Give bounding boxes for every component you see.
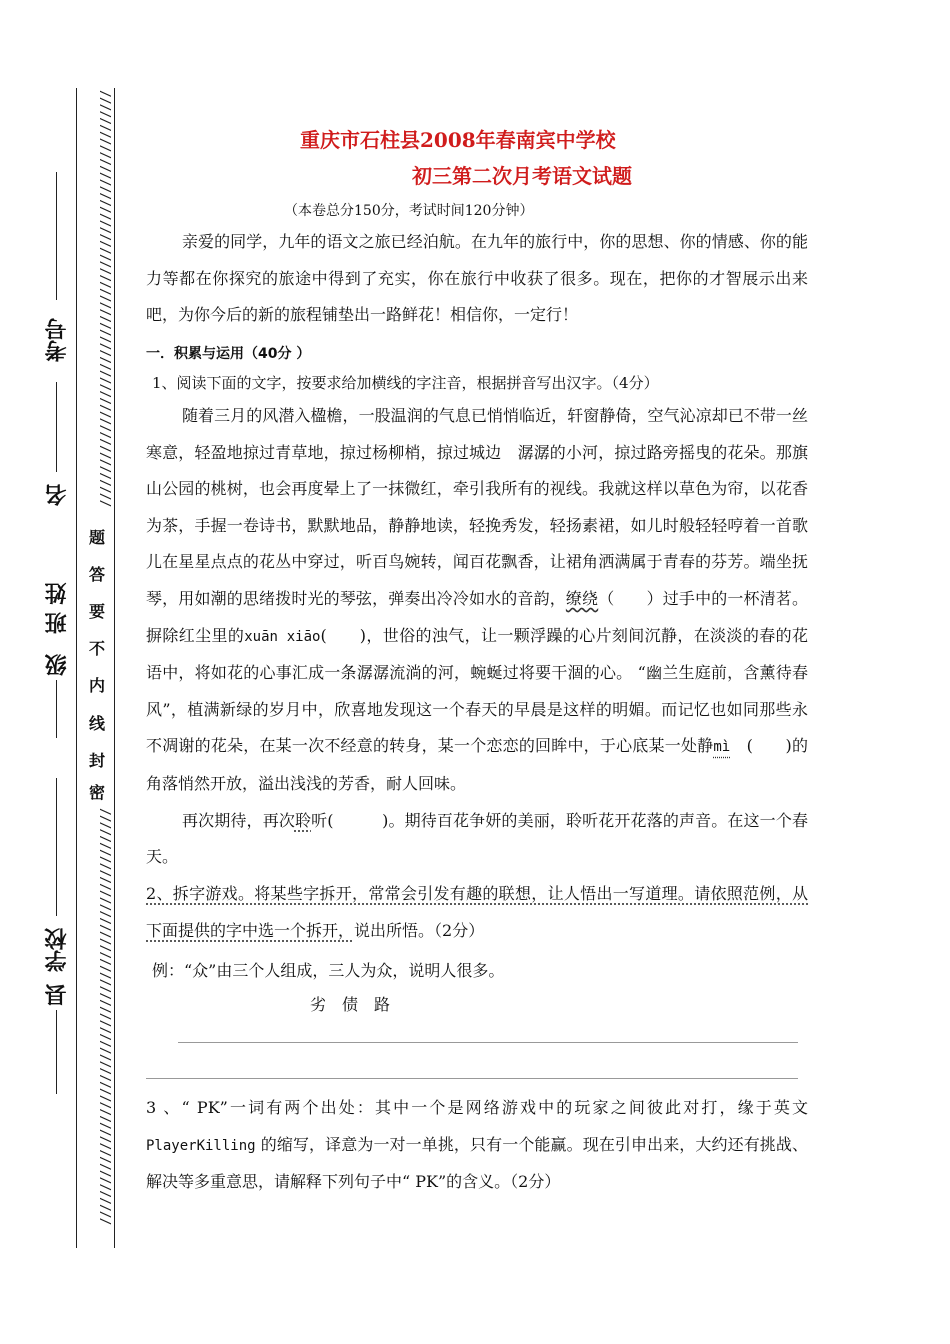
q2-prompt [146, 876, 808, 949]
q2-answer-line-1[interactable] [178, 1042, 798, 1043]
q1-passage [146, 398, 808, 876]
q2-answer-line-2[interactable] [146, 1078, 798, 1079]
seal-slash-bottom: ///////////////////////////////////////////////////////////// [97, 808, 112, 1225]
seal-char-feng: 封 [88, 751, 105, 770]
exam-no-label: 考号 [45, 318, 70, 362]
q1-word-ling: 聆 [294, 810, 312, 830]
intro-paragraph: 亲爱的同学，九年的语文之旅已经泊航。在九年的旅行中，你的思想、你的情感、你的能力等都在你探究的旅途中得到了充实，你在旅行中收获了很多。现在，把你的才智展示出来吧，为你今后的新的旅程铺垫出一路鲜花！相信你，一定行！ [146, 232, 808, 325]
seal-char-xian: 线 [88, 714, 105, 733]
q2-prompt-dotted: 2、拆字游戏。将某些字拆开，常常会引发有趣的联想，让人悟出一写道理。请依照范例，从下面提供的字中选一个拆开， [146, 884, 808, 940]
name-line[interactable] [56, 382, 57, 472]
school-line[interactable] [56, 778, 57, 916]
q2-prompt-rest: 说出所悟。（2分） [354, 920, 485, 940]
q3-text-a: 3 、“ PK”一词有两个出处：其中一个是网络游戏中的玩家之间彼此对打，缘于英文 [146, 1098, 808, 1117]
q1-text-e: 再次期待，再次 [182, 810, 295, 830]
q1-text-b[interactable]: （ ）过手中的一杯清茗。摒除红尘里的 [146, 588, 808, 645]
section1-heading: 一．积累与运用（40分 ） [146, 346, 311, 362]
q1-pinyin-xuanxiao: xuān xiāo [244, 628, 321, 645]
q3-prompt [146, 1090, 808, 1201]
school-label: 学校 [45, 928, 70, 972]
exam-note: （本卷总分150分，考试时间120分钟） [284, 203, 534, 219]
q1-word-liaorao: 缭绕 [565, 588, 599, 608]
margin-outer-rule [76, 88, 77, 1248]
class-label: 班 姓 [45, 582, 70, 634]
county-line[interactable] [56, 1010, 57, 1094]
q1-text-f[interactable]: 听( )。期待百花争妍的美丽，聆听花开花落的声音。在这一个春天。 [146, 810, 808, 867]
q1-text-c[interactable]: ( )，世俗的浊气，让一颗浮躁的心片刻间沉静，在淡淡的春的花语中，将如花的心事汇成一条潺潺流淌的河，蜿蜒过将要干涸的心。 “幽兰生庭前，含薰待春风”，植满新绿的岁月中，欣喜地发现这一个春天的早晨是这样的明媚。而记忆也如同那些永不凋谢的花朵，在某一次不经意的转身，某一个恋恋的回眸中，于心底某一处静 [146, 625, 808, 756]
grade-line[interactable] [56, 680, 57, 738]
seal-char-ti: 题 [88, 528, 105, 547]
exam-no-line[interactable] [56, 172, 57, 300]
q2-options: 劣 债 路 [310, 995, 391, 1014]
county-label: 县 [45, 984, 70, 1006]
q1-text-a: 随着三月的风潜入楹檐，一股温润的气息已悄悄临近，轩窗静倚，空气沁凉却已不带一丝寒意，轻盈地掠过青草地，掠过杨柳梢，掠过城边 潺潺的小河，掠过路旁摇曳的花朵。那旗山公园的桃树，也会再度晕上了一抹微红，牵引我所有的视线。我就这样以草色为帘，以花香为茶，手握一卷诗书，默默地品，静静地读，轻挽秀发，轻扬素裙，如儿时般轻轻哼着一首歌儿在星星点点的花丛中穿过，听百鸟婉转，闻百花飘香，让裙角洒满属于青春的芬芳。端坐抚琴，用如潮的思绪拨时光的琴弦，弹奏出冷冷如水的音韵， [146, 406, 808, 608]
q3-term: PlayerKilling [146, 1137, 256, 1154]
q1-paragraph-2 [146, 803, 808, 876]
q1-paragraph-1 [146, 398, 808, 803]
seal-char-da: 答 [88, 565, 105, 584]
seal-char-yao: 要 [88, 602, 105, 621]
seal-char-nei: 内 [88, 676, 105, 695]
q1-text-d[interactable]: ( )的角落悄然开放，溢出浅浅的芳香，耐人回味。 [146, 736, 808, 793]
exam-title-line1: 重庆市石柱县2008年春南宾中学校 [300, 128, 616, 152]
name-label: 名 [45, 484, 70, 506]
grade-label: 级 [45, 654, 70, 676]
q2-example: 例：“众”由三个人组成，三人为众，说明人很多。 [152, 961, 505, 980]
seal-char-mi: 密 [88, 783, 105, 802]
q1-prompt: 1、阅读下面的文字，按要求给加横线的字注音，根据拼音写出汉字。（4分） [152, 374, 659, 392]
q3-text-b: 的缩写，译意为一对一单挑，只有一个能赢。现在引申出来，大约还有挑战、解决等多重意思，请解释下列句子中“ PK”的含义。（2分） [146, 1134, 808, 1192]
seal-char-bu: 不 [88, 639, 105, 658]
seal-slash-top: ///////////////////////////////////////////////////////////// [97, 90, 112, 507]
q1-pinyin-mi: mì [713, 739, 731, 756]
exam-title-line2: 初三第二次月考语文试题 [412, 164, 632, 188]
margin-inner-rule [114, 88, 115, 1248]
